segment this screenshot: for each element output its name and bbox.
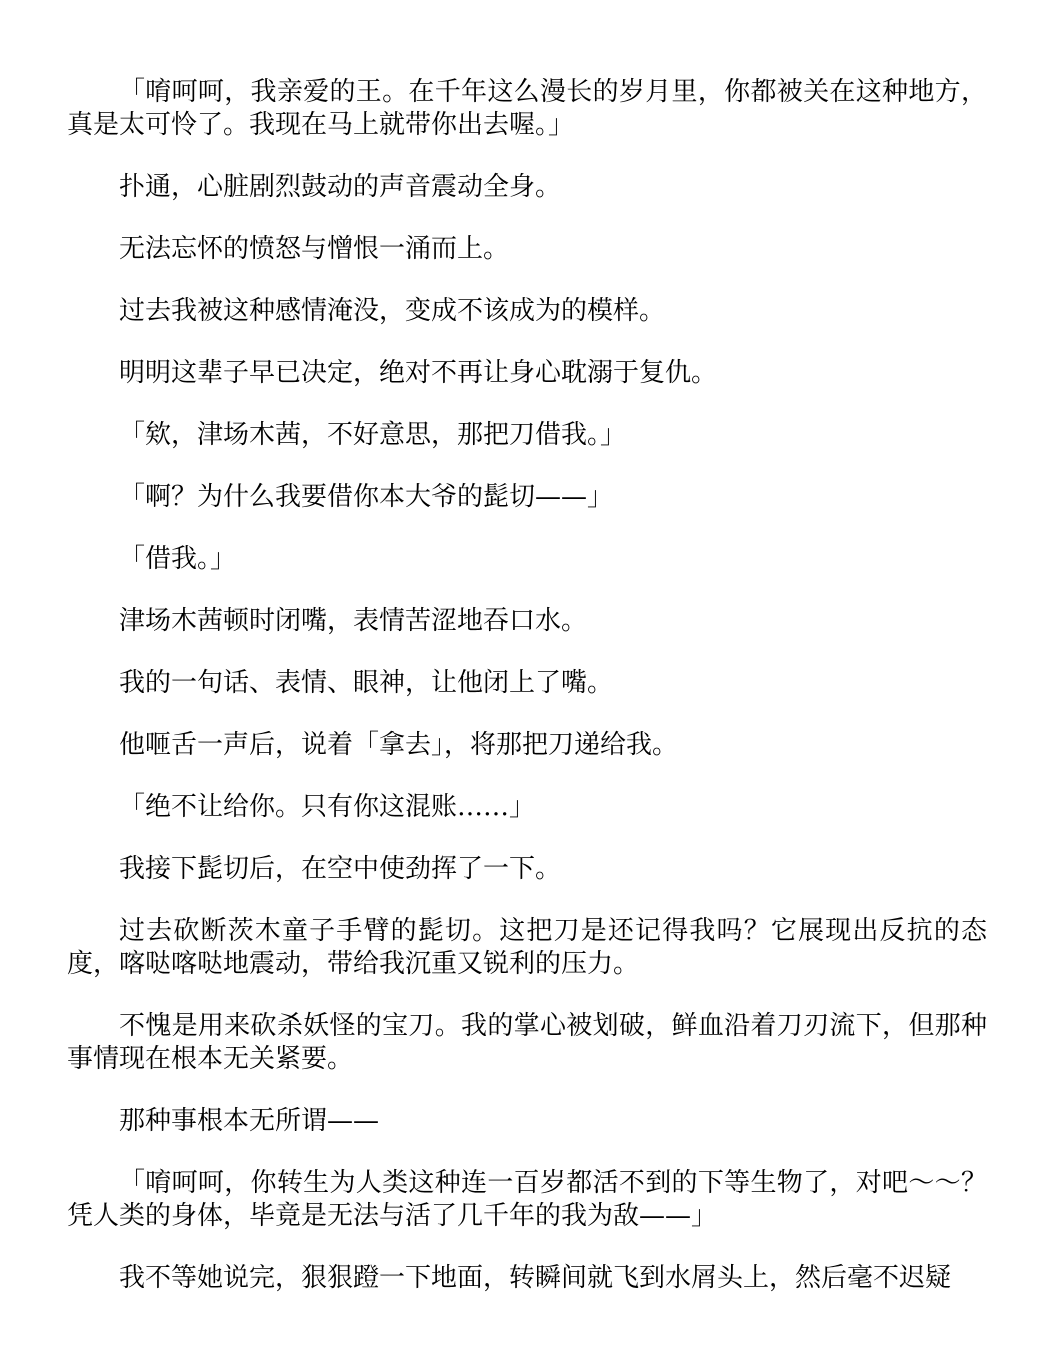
paragraph: 过去砍断茨木童子手臂的髭切。这把刀是还记得我吗？它展现出反抗的态度，喀哒喀哒地震动，带给我沉重又锐利的压力。 — [67, 916, 987, 979]
paragraph: 津场木茜顿时闭嘴，表情苦涩地吞口水。 — [119, 606, 588, 636]
paragraph: 我不等她说完，狠狠蹬一下地面，转瞬间就飞到水屑头上，然后毫不迟疑 — [119, 1263, 952, 1293]
paragraph: 「唷呵呵，我亲爱的王。在千年这么漫长的岁月里，你都被关在这种地方，真是太可怜了。我现在马上就带你出去喔。」 — [67, 77, 987, 140]
paragraph: 那种事根本无所谓—— — [119, 1106, 380, 1136]
paragraph: 「唷呵呵，你转生为人类这种连一百岁都活不到的下等生物了，对吧～～？凭人类的身体，毕竟是无法与活了几千年的我为敌——」 — [67, 1168, 987, 1231]
paragraph: 不愧是用来砍杀妖怪的宝刀。我的掌心被划破，鲜血沿着刀刃流下，但那种事情现在根本无关紧要。 — [67, 1011, 987, 1074]
paragraph: 扑通，心脏剧烈鼓动的声音震动全身。 — [119, 172, 562, 202]
paragraph: 「借我。」 — [119, 544, 237, 574]
paragraph: 我接下髭切后，在空中使劲挥了一下。 — [119, 854, 562, 884]
paragraph: 「啊？为什么我要借你本大爷的髭切——」 — [119, 482, 614, 512]
paragraph: 明明这辈子早已决定，绝对不再让身心耽溺于复仇。 — [119, 358, 718, 388]
paragraph: 「欸，津场木茜，不好意思，那把刀借我。」 — [119, 420, 627, 450]
paragraph: 过去我被这种感情淹没，变成不该成为的模样。 — [119, 296, 666, 326]
paragraph: 「绝不让给你。只有你这混账……」 — [119, 792, 536, 822]
paragraph: 他咂舌一声后，说着「拿去」，将那把刀递给我。 — [119, 730, 679, 760]
body-text — [67, 76, 987, 1324]
paragraph: 无法忘怀的愤怒与憎恨一涌而上。 — [119, 234, 510, 264]
paragraph: 我的一句话、表情、眼神，让他闭上了嘴。 — [119, 668, 614, 698]
